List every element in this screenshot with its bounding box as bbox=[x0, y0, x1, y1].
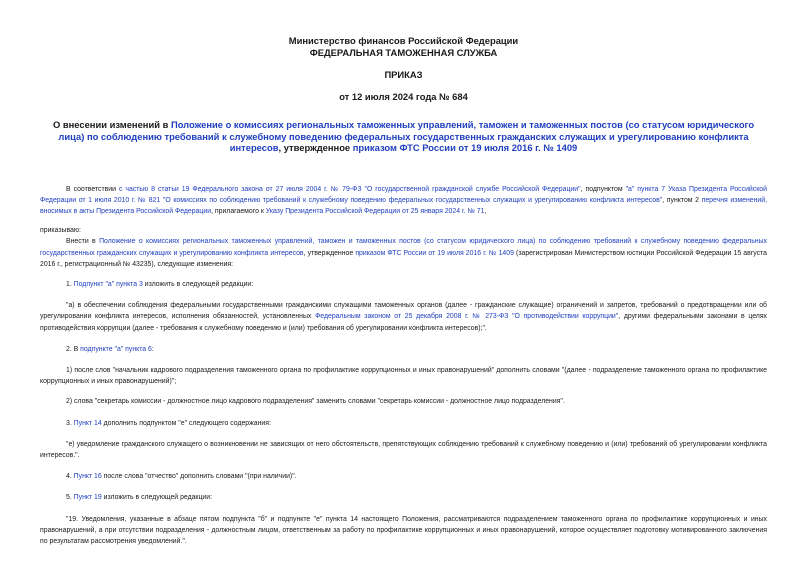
document-body bbox=[40, 184, 767, 548]
link-para-19[interactable]: Пункт 19 bbox=[73, 494, 102, 502]
item-3-quote: "е) уведомление гражданского служащего о возникновении не зависящих от него обстоятельств, препятствующих соблюдению требований к служебному поведению и (или) требований об урегулировании конфликта интересов.". bbox=[40, 440, 767, 459]
link-regulation-body[interactable]: Положение о комиссиях региональных таможенных управлений, таможен и таможенных постов (со статусом юридического лица) по соблюдению требований к служебному поведению федеральных государственных гражданских служащих и урегулированию конфликта интересов bbox=[40, 238, 767, 257]
link-subpara-a-para-3[interactable]: Подпункт "а" пункта 3 bbox=[73, 280, 143, 288]
item-2-sub-2: 2) слова "секретарь комиссии - должностное лицо кадрового подразделения" заменить словами "секретарь комиссии - должностное лицо подразделения". bbox=[66, 398, 565, 406]
link-273-fz[interactable]: Федеральным законом от 25 декабря 2008 г. № 273-ФЗ "О противодействии коррупции" bbox=[315, 313, 619, 321]
link-para-14[interactable]: Пункт 14 bbox=[73, 419, 102, 427]
document-date-number: от 12 июля 2024 года № 684 bbox=[339, 90, 468, 102]
document-type: ПРИКАЗ bbox=[384, 69, 423, 80]
ordered-text: приказываю: bbox=[40, 227, 81, 235]
basis-paragraph: В соответствии с частью 8 статьи 19 Федерального закона от 27 июля 2004 г. № 79-ФЗ "О государственной гражданской службе Российской Федерации", подпунктом "а" пункта 7 Указа Президента Российской Федерации от 1 июля 2010 г. № 821 "О комиссиях по соблюдению требований к служебному поведению федеральных государственных служащих и урегулированию конфликта интересов", пунктом 2 перечня изменений, вносимых в акты Президента Российской Федерации, прилагаемого к Указу Президента Российской Федерации от 25 января 2024 г. № 71, bbox=[40, 185, 767, 215]
link-changes-list[interactable]: перечня изменений, вносимых в акты Президента Российской Федерации bbox=[40, 196, 767, 215]
item-1: 1. Подпункт "а" пункта 3 изложить в следующей редакции: bbox=[66, 280, 254, 288]
link-subpara-a-para-6[interactable]: подпункте "а" пункта 6 bbox=[80, 345, 152, 353]
item-2: 2. В подпункте "а" пункта 6: bbox=[66, 345, 154, 353]
issuer-ministry: Министерство финансов Российской Федерации bbox=[288, 35, 519, 46]
item-5-quote: "19. Уведомления, указанные в абзаце пятом подпункта "б" и подпункте "е" пункта 14 настоящего Положения, рассматриваются подразделением таможенного органа по профилактике коррупционных и иных правонарушений, а при отсутствии подразделения - должностным лицом, ответственным за работу по профилактике коррупционных и иных правонарушений, которое осуществляет подготовку мотивированного заключения по результатам рассмотрения уведомлений.". bbox=[40, 515, 767, 545]
document-title: О внесении изменений в Положение о комиссиях региональных таможенных управлений, таможен и таможенных постов (со статусом юридического лица) по соблюдению требований к служебному поведению федеральных государственных гражданских служащих и урегулированию конфликта интересов, утвержденное приказом ФТС России от 19 июля 2016 г. № 1409 bbox=[52, 119, 755, 153]
link-order-1409[interactable]: приказом ФТС России от 19 июля 2016 г. № 1409 bbox=[352, 142, 578, 153]
item-4: 4. Пункт 16 после слова "отчество" дополнить словами "(при наличии)". bbox=[66, 473, 297, 481]
link-regulation[interactable]: Положение о комиссиях региональных таможенных управлений, таможен и таможенных постов (со статусом юридического лица) по соблюдению требований к служебному поведению федеральных государственных гражданских служащих и урегулированию конфликта интересов bbox=[58, 119, 755, 153]
link-decree-821[interactable]: "а" пункта 7 Указа Президента Российской Федерации от 1 июля 2010 г. № 821 "О комиссиях по соблюдению требований к служебному поведению федеральных государственных служащих и урегулированию конфликта интересов" bbox=[40, 185, 767, 204]
link-79-fz[interactable]: с частью 8 статьи 19 Федерального закона от 27 июля 2004 г. № 79-ФЗ "О государственной гражданской службе Российской Федерации" bbox=[118, 185, 581, 193]
link-para-16[interactable]: Пункт 16 bbox=[73, 473, 102, 481]
item-5: 5. Пункт 19 изложить в следующей редакции: bbox=[66, 494, 213, 502]
item-3: 3. Пункт 14 дополнить подпунктом "е" следующего содержания: bbox=[66, 419, 271, 427]
item-1-quote: "а) в обеспечении соблюдения федеральными государственными гражданскими служащими таможенных органов (далее - гражданские служащие) ограничений и запретов, требований о предотвращении или об урегулировании конфликта интересов, исполнения обязанностей, установленных Федеральным законом от 25 декабря 2008 г. № 273-ФЗ "О противодействии коррупции", другими федеральными законами в целях противодействия коррупции (далее - требования к служебному поведению и (или) требования об урегулировании конфликта интересов);". bbox=[40, 302, 768, 332]
intro-paragraph: Внести в Положение о комиссиях региональных таможенных управлений, таможен и таможенных постов (со статусом юридического лица) по соблюдению требований к служебному поведению федеральных государственных гражданских служащих и урегулированию конфликта интересов, утвержденное приказом ФТС России от 19 июля 2016 г. № 1409 (зарегистрирован Министерством юстиции Российской Федерации 15 августа 2016 г., регистрационный № 43235), следующие изменения: bbox=[40, 238, 767, 268]
link-order-1409-body[interactable]: приказом ФТС России от 19 июля 2016 г. № 1409 bbox=[355, 249, 514, 257]
item-2-sub-1: 1) после слов "начальник кадрового подразделения таможенного органа по профилактике коррупционных и иных правонарушений" дополнить словами "(далее - подразделение таможенного органа по профилактике коррупционных и иных правонарушений)"; bbox=[40, 366, 767, 386]
link-decree-71[interactable]: Указу Президента Российской Федерации от 25 января 2024 г. № 71 bbox=[265, 207, 485, 215]
issuer-service: ФЕДЕРАЛЬНАЯ ТАМОЖЕННАЯ СЛУЖБА bbox=[309, 46, 498, 58]
